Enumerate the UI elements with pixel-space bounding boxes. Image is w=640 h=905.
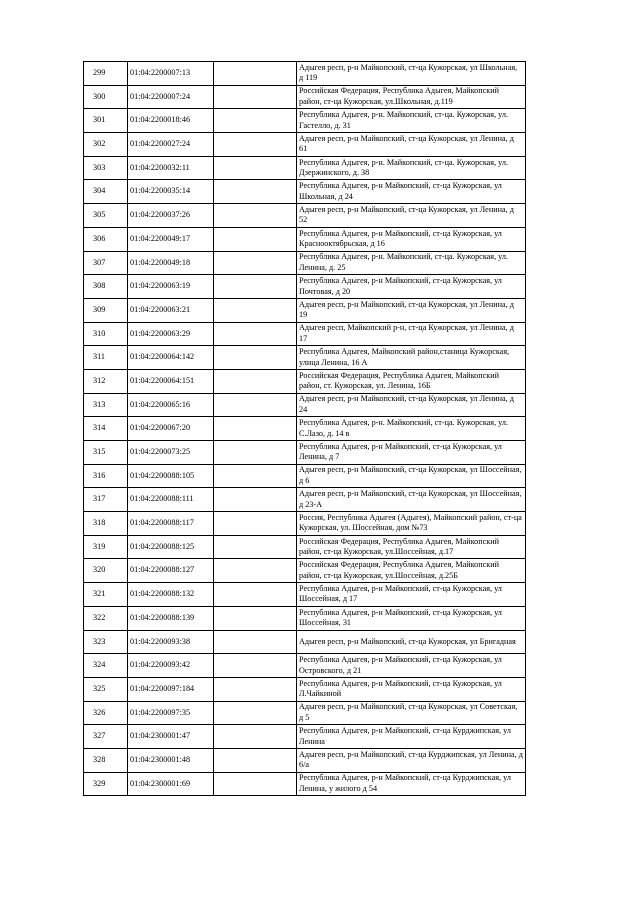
cadastral-number-cell: 01:04:2200088:127	[128, 559, 214, 583]
address-cell: Адыгея респ, р-н Майкопский, ст-ца Кужорская, ул Бригадная	[297, 630, 526, 654]
address-cell: Республика Адыгея, р-н. Майкопский, ст-ца. Кужорская, ул. Ленина, д. 25	[297, 251, 526, 275]
row-number-cell: 310	[84, 322, 128, 346]
table-row	[84, 630, 526, 654]
cadastral-number-cell: 01:04:2200007:24	[128, 85, 214, 109]
row-number-cell: 316	[84, 464, 128, 488]
table-row	[84, 62, 526, 86]
cadastral-number-cell: 01:04:2200037:26	[128, 204, 214, 228]
table-row	[84, 606, 526, 630]
address-cell: Российская Федерация, Республика Адыгея, Майкопский район, ст-ца Кужорская, ул.Шоссейная, д.25Б	[297, 559, 526, 583]
empty-cell	[214, 630, 297, 654]
table-row	[84, 725, 526, 749]
row-number-cell: 311	[84, 346, 128, 370]
cadastral-number-cell: 01:04:2200032:11	[128, 156, 214, 180]
cadastral-number-cell: 01:04:2200097:184	[128, 677, 214, 701]
row-number-cell: 313	[84, 393, 128, 417]
address-cell: Республика Адыгея, р-н Майкопский, ст-ца Кужорская, ул Шоссейная, 31	[297, 606, 526, 630]
address-cell: Адыгея респ, р-н Майкопский, ст-ца Кужорская, ул Ленина, д 61	[297, 133, 526, 157]
table-row	[84, 251, 526, 275]
empty-cell	[214, 298, 297, 322]
empty-cell	[214, 559, 297, 583]
address-cell: Адыгея респ, р-н Майкопский, ст-ца Кужорская, ул Шоссейная, д 23-А	[297, 488, 526, 512]
table-row	[84, 156, 526, 180]
address-cell: Республика Адыгея, р-н Майкопский, ст-ца Кужорская, ул Шоссейная, д 17	[297, 583, 526, 607]
table-row	[84, 369, 526, 393]
address-cell: Адыгея респ, р-н Майкопский, ст-ца Кужорская, ул Ленина, д 52	[297, 204, 526, 228]
table-row	[84, 677, 526, 701]
address-cell: Республика Адыгея, р-н Майкопский, ст-ца Кужорская, ул Краснооктябрьская, д 16	[297, 227, 526, 251]
address-cell: Республика Адыгея, р-н Майкопский, ст-ца Кужорская, ул Почтовая, д 20	[297, 275, 526, 299]
row-number-cell: 318	[84, 512, 128, 536]
table-row	[84, 748, 526, 772]
empty-cell	[214, 583, 297, 607]
address-cell: Адыгея респ, р-н Майкопский, ст-ца Кужорская, ул Советская, д 5	[297, 701, 526, 725]
empty-cell	[214, 251, 297, 275]
address-cell: Адыгея респ, Майкопский р-н, ст-ца Кужорская, ул Ленина, д 17	[297, 322, 526, 346]
empty-cell	[214, 725, 297, 749]
empty-cell	[214, 133, 297, 157]
row-number-cell: 319	[84, 535, 128, 559]
address-cell: Республика Адыгея, р-н Майкопский, ст-ца Кужорская, ул Островского, д 21	[297, 654, 526, 678]
table-row	[84, 583, 526, 607]
address-cell: Республика Адыгея, р-н Майкопский, ст-ца Курджипская, ул Ленина, у жилого д 54	[297, 772, 526, 796]
empty-cell	[214, 772, 297, 796]
table-row	[84, 441, 526, 465]
empty-cell	[214, 606, 297, 630]
row-number-cell: 317	[84, 488, 128, 512]
empty-cell	[214, 204, 297, 228]
row-number-cell: 315	[84, 441, 128, 465]
table-row	[84, 701, 526, 725]
cadastral-number-cell: 01:04:2200027:24	[128, 133, 214, 157]
row-number-cell: 304	[84, 180, 128, 204]
cadastral-number-cell: 01:04:2300001:69	[128, 772, 214, 796]
address-cell: Адыгея респ, р-н Майкопский, ст-ца Курджипская, ул Ленина, д 6/а	[297, 748, 526, 772]
empty-cell	[214, 369, 297, 393]
row-number-cell: 307	[84, 251, 128, 275]
empty-cell	[214, 85, 297, 109]
address-cell: Республика Адыгея, р-н Майкопский, ст-ца Курджипская, ул Ленина	[297, 725, 526, 749]
address-cell: Российская Федерация, Республика Адыгея, Майкопский район, ст-ца Кужорская, ул.Школьная, д.119	[297, 85, 526, 109]
empty-cell	[214, 346, 297, 370]
cadastral-number-cell: 01:04:2200093:38	[128, 630, 214, 654]
empty-cell	[214, 512, 297, 536]
table-row	[84, 393, 526, 417]
cadastral-number-cell: 01:04:2200088:117	[128, 512, 214, 536]
table-row	[84, 275, 526, 299]
row-number-cell: 312	[84, 369, 128, 393]
address-cell: Республика Адыгея, р-н Майкопский, ст-ца Кужорская, ул Ленина, д 7	[297, 441, 526, 465]
table-row	[84, 512, 526, 536]
cadastral-number-cell: 01:04:2200088:132	[128, 583, 214, 607]
cadastral-number-cell: 01:04:2200063:29	[128, 322, 214, 346]
row-number-cell: 306	[84, 227, 128, 251]
address-cell: Российская Федерация, Республика Адыгея, Майкопский район, ст-ца Кужорская, ул.Шоссейная, д.17	[297, 535, 526, 559]
table-row	[84, 180, 526, 204]
row-number-cell: 321	[84, 583, 128, 607]
cadastral-number-cell: 01:04:2200064:151	[128, 369, 214, 393]
address-cell: Адыгея респ, р-н Майкопский, ст-ца Кужорская, ул Шоссейная, д 6	[297, 464, 526, 488]
row-number-cell: 309	[84, 298, 128, 322]
cadastral-number-cell: 01:04:2200093:42	[128, 654, 214, 678]
address-cell: Адыгея респ, р-н Майкопский, ст-ца Кужорская, ул Школьная, д 119	[297, 62, 526, 86]
row-number-cell: 329	[84, 772, 128, 796]
cadastral-number-cell: 01:04:2200088:125	[128, 535, 214, 559]
cadastral-number-cell: 01:04:2200088:111	[128, 488, 214, 512]
empty-cell	[214, 393, 297, 417]
table-row	[84, 488, 526, 512]
cadastral-number-cell: 01:04:2200063:21	[128, 298, 214, 322]
table-row	[84, 133, 526, 157]
row-number-cell: 326	[84, 701, 128, 725]
address-cell: Республика Адыгея, р-н. Майкопский, ст-ца. Кужорская, ул. Дзержинского, д. 38	[297, 156, 526, 180]
table-row	[84, 322, 526, 346]
row-number-cell: 323	[84, 630, 128, 654]
cadastral-number-cell: 01:04:2200049:17	[128, 227, 214, 251]
empty-cell	[214, 62, 297, 86]
empty-cell	[214, 180, 297, 204]
row-number-cell: 308	[84, 275, 128, 299]
empty-cell	[214, 464, 297, 488]
registry-table	[83, 61, 526, 796]
empty-cell	[214, 535, 297, 559]
table-row	[84, 654, 526, 678]
address-cell: Адыгея респ, р-н Майкопский, ст-ца Кужорская, ул Ленина, д 19	[297, 298, 526, 322]
row-number-cell: 328	[84, 748, 128, 772]
empty-cell	[214, 701, 297, 725]
registry-table-body	[84, 62, 526, 796]
table-row	[84, 85, 526, 109]
address-cell: Республика Адыгея, р-н Майкопский, ст-ца Кужорская, ул Школьная, д 24	[297, 180, 526, 204]
address-cell: Россия, Республика Адыгея (Адыгея), Майкопский район, ст-ца Кужорская, ул. Шоссейная, дом №73	[297, 512, 526, 536]
cadastral-number-cell: 01:04:2200088:105	[128, 464, 214, 488]
table-row	[84, 298, 526, 322]
row-number-cell: 327	[84, 725, 128, 749]
cadastral-number-cell: 01:04:2200065:16	[128, 393, 214, 417]
table-row	[84, 109, 526, 133]
address-cell: Республика Адыгея, р-н Майкопский, ст-ца Кужорская, ул Л.Чайкиной	[297, 677, 526, 701]
cadastral-number-cell: 01:04:2200097:35	[128, 701, 214, 725]
empty-cell	[214, 109, 297, 133]
empty-cell	[214, 488, 297, 512]
row-number-cell: 314	[84, 417, 128, 441]
table-row	[84, 464, 526, 488]
address-cell: Республика Адыгея, р-н. Майкопский, ст-ца. Кужорская, ул. С.Лазо, д. 14 в	[297, 417, 526, 441]
address-cell: Адыгея респ, р-н Майкопский, ст-ца Кужорская, ул Ленина, д 24	[297, 393, 526, 417]
cadastral-number-cell: 01:04:2200018:46	[128, 109, 214, 133]
empty-cell	[214, 275, 297, 299]
row-number-cell: 324	[84, 654, 128, 678]
cadastral-number-cell: 01:04:2200035:14	[128, 180, 214, 204]
row-number-cell: 325	[84, 677, 128, 701]
cadastral-number-cell: 01:04:2200049:18	[128, 251, 214, 275]
cadastral-number-cell: 01:04:2200088:139	[128, 606, 214, 630]
empty-cell	[214, 748, 297, 772]
cadastral-number-cell: 01:04:2200063:19	[128, 275, 214, 299]
table-row	[84, 417, 526, 441]
cadastral-number-cell: 01:04:2200067:20	[128, 417, 214, 441]
row-number-cell: 305	[84, 204, 128, 228]
table-row	[84, 535, 526, 559]
address-cell: Республика Адыгея, Майкопский район,станица Кужорская, улица Ленина, 16 А	[297, 346, 526, 370]
empty-cell	[214, 156, 297, 180]
empty-cell	[214, 227, 297, 251]
table-row	[84, 346, 526, 370]
row-number-cell: 299	[84, 62, 128, 86]
table-row	[84, 772, 526, 796]
empty-cell	[214, 654, 297, 678]
empty-cell	[214, 441, 297, 465]
empty-cell	[214, 677, 297, 701]
row-number-cell: 301	[84, 109, 128, 133]
cadastral-number-cell: 01:04:2300001:47	[128, 725, 214, 749]
table-row	[84, 559, 526, 583]
cadastral-number-cell: 01:04:2200073:25	[128, 441, 214, 465]
row-number-cell: 303	[84, 156, 128, 180]
cadastral-number-cell: 01:04:2200007:13	[128, 62, 214, 86]
table-row	[84, 227, 526, 251]
table-row	[84, 204, 526, 228]
row-number-cell: 322	[84, 606, 128, 630]
address-cell: Республика Адыгея, р-н. Майкопский, ст-ца. Кужорская, ул. Гастелло, д. 31	[297, 109, 526, 133]
address-cell: Российская Федерация, Республика Адыгея, Майкопский район, ст. Кужорская, ул. Ленина, 16Б	[297, 369, 526, 393]
empty-cell	[214, 417, 297, 441]
empty-cell	[214, 322, 297, 346]
cadastral-number-cell: 01:04:2300001:48	[128, 748, 214, 772]
row-number-cell: 302	[84, 133, 128, 157]
row-number-cell: 320	[84, 559, 128, 583]
cadastral-number-cell: 01:04:2200064:142	[128, 346, 214, 370]
row-number-cell: 300	[84, 85, 128, 109]
